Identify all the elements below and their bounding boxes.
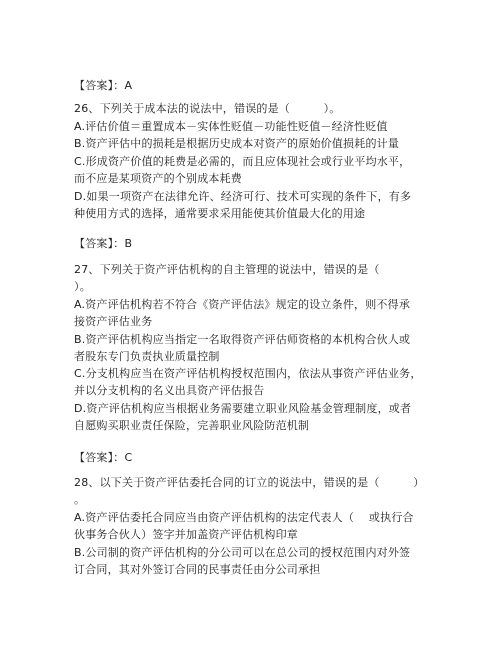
question-26-option-b: B.资产评估中的损耗是根据历史成本对资产的原始价值损耗的计量	[74, 137, 400, 150]
question-27-option-d-line2: 自愿购买职业责任保险，完善职业风险防范机制	[74, 419, 310, 432]
question-27-option-b-line1: B.资产评估机构应当指定一名取得资产评估师资格的本机构合伙人或	[74, 333, 411, 346]
question-26-option-a: A.评估价值＝重置成本－实体性贬值－功能性贬值－经济性贬值	[74, 120, 388, 133]
question-26-option-d-line2: 种使用方式的选择，通常要求采用能使其价值最大化的用途	[74, 207, 366, 220]
question-28-option-a-line2: 伙事务合伙人）签字并加盖资产评估机构印章	[74, 528, 298, 541]
question-27-option-d-line1: D.资产评估机构应当根据业务需要建立职业风险基金管理制度，或者	[74, 402, 412, 415]
question-28-stem-line1: 28、以下关于资产评估委托合同的订立的说法中，错误的是（ ）	[74, 476, 425, 489]
question-27-option-c-line2: 并以分支机构的名义出具资产评估报告	[74, 384, 265, 397]
question-27-option-a-line1: A.资产评估机构若不符合《资产评估法》规定的设立条件，则不得承	[74, 298, 411, 311]
question-26-option-c-line1: C.形成资产价值的耗费是必需的，而且应体现社会或行业平均水平，	[74, 155, 411, 168]
question-27-option-a-line2: 接资产评估业务	[74, 315, 153, 328]
question-26-option-d-line1: D.如果一项资产在法律允许、经济可行、技术可实现的条件下，有多	[74, 190, 412, 203]
answer-25: 【答案】：A	[74, 79, 133, 92]
answer-26: 【答案】：B	[74, 237, 133, 250]
question-28-option-b-line2: 订合同，其对外签订合同的民事责任由分公司承担	[74, 563, 321, 576]
question-28-option-a-line1: A.资产评估委托合同应当由资产评估机构的法定代表人（ 或执行合	[74, 511, 414, 524]
question-28-option-b-line1: B.公司制的资产评估机构的分公司可以在总公司的授权范围内对外签	[74, 546, 411, 559]
question-27-stem-line2: ）。	[74, 280, 91, 293]
question-28-stem-line2: 。	[74, 493, 86, 506]
answer-27: 【答案】：C	[74, 451, 133, 464]
question-26-stem: 26、下列关于成本法的说法中，错误的是（ ）。	[74, 102, 341, 115]
question-26-option-c-line2: 而不应是某项资产的个别成本耗费	[74, 172, 242, 185]
question-27-option-b-line2: 者股东专门负责执业质量控制	[74, 350, 220, 363]
question-27-stem-line1: 27、下列关于资产评估机构的自主管理的说法中，错误的是（	[74, 263, 380, 276]
question-27-option-c-line1: C.分支机构应当在资产评估机构授权范围内，依法从事资产评估业务，	[74, 367, 422, 380]
